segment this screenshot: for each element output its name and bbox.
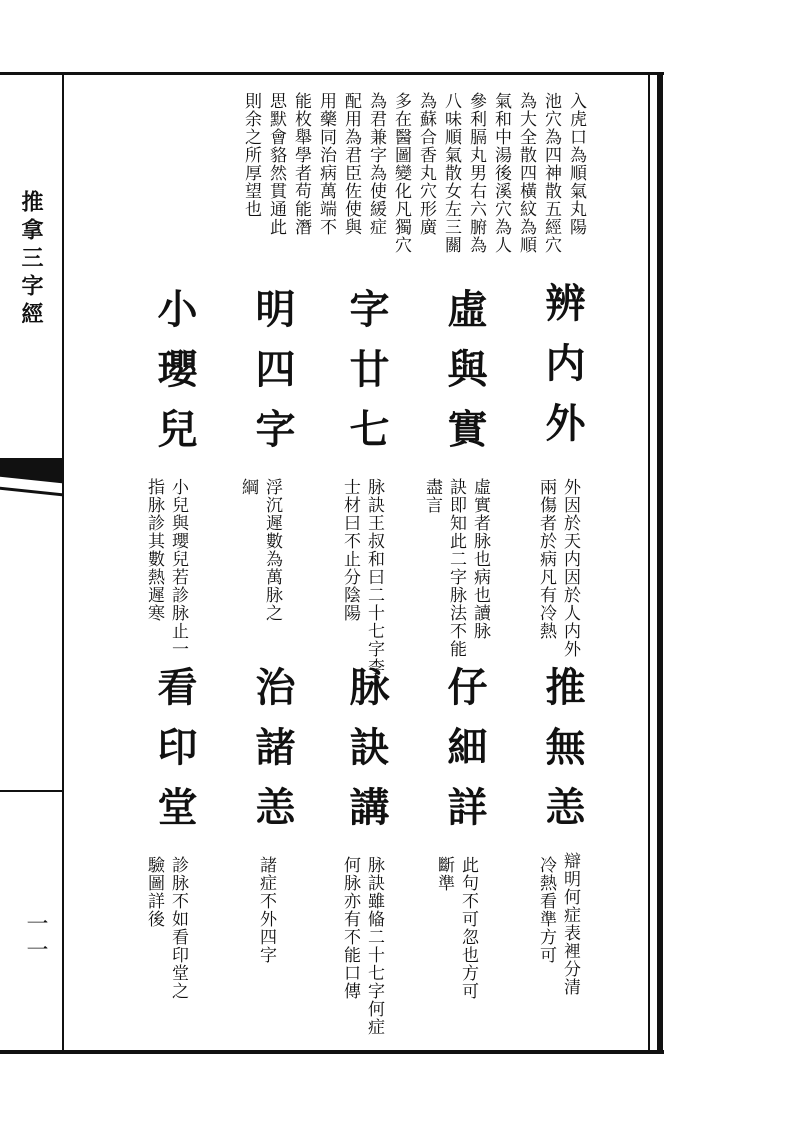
verse-annotation: 脉訣雖偹二十七字何症 bbox=[364, 856, 384, 1036]
right-border-thin bbox=[648, 72, 650, 1052]
right-border-thick bbox=[657, 72, 663, 1054]
verse-large-text: 治諸恙 bbox=[249, 666, 296, 846]
verse-annotation: 士材曰不止分陰陽 bbox=[340, 478, 360, 622]
verse-large-text: 仔細詳 bbox=[441, 666, 488, 846]
verse-annotation: 諸症不外四字 bbox=[256, 856, 276, 964]
intro-column: 能枚舉學者苟能潛 bbox=[291, 92, 311, 236]
bottom-border-line bbox=[0, 1050, 664, 1054]
verse-large-text: 虛與實 bbox=[441, 288, 488, 468]
margin-tick-line bbox=[0, 790, 62, 792]
verse-large-text: 明四字 bbox=[249, 288, 296, 468]
verse-large-text: 辨内外 bbox=[539, 282, 586, 462]
intro-column: 參利膈丸男右六腑為 bbox=[466, 92, 486, 254]
intro-column: 思默會貉然貫通此 bbox=[266, 92, 286, 236]
verse-annotation: 何脉亦有不能口傳 bbox=[340, 856, 360, 1000]
margin-book-title: 推拿三字經 bbox=[18, 190, 44, 330]
margin-page-number: 一一 bbox=[23, 912, 48, 964]
intro-column: 氣和中湯後溪穴為人 bbox=[491, 92, 511, 254]
verse-annotation: 驗圖詳後 bbox=[144, 856, 164, 928]
verse-large-text: 字廿七 bbox=[343, 288, 390, 468]
verse-annotation: 綱 bbox=[238, 478, 258, 496]
margin-divider-left bbox=[62, 72, 64, 1054]
intro-column: 為君兼字為使緩症 bbox=[366, 92, 386, 236]
verse-annotation: 盡言 bbox=[422, 478, 442, 514]
intro-column: 多在醫圖變化凡獨穴 bbox=[391, 92, 411, 254]
verse-large-text: 看印堂 bbox=[151, 666, 198, 846]
intro-column: 八味順氣散女左三關 bbox=[441, 92, 461, 254]
verse-large-text: 小瓔兒 bbox=[151, 288, 198, 468]
verse-large-text: 脉訣講 bbox=[343, 666, 390, 846]
intro-column: 為大全散四橫紋為順 bbox=[516, 92, 536, 254]
verse-annotation: 浮沉遲數為萬脉之 bbox=[262, 478, 282, 622]
verse-annotation: 脉訣王叔和曰二十七字李 bbox=[364, 478, 384, 676]
verse-annotation: 此句不可忽也方可 bbox=[458, 856, 478, 1000]
verse-annotation: 辯明何症表裡分清 bbox=[560, 852, 580, 996]
intro-column: 入虎口為順氣丸陽 bbox=[566, 92, 586, 236]
intro-column: 用藥同治病萬端不 bbox=[316, 92, 336, 236]
verse-annotation: 指脉診其數熱遲寒 bbox=[144, 478, 164, 622]
intro-column: 配用為君臣佐使與 bbox=[341, 92, 361, 236]
verse-annotation: 小兒與瓔兒若診脉止一 bbox=[168, 478, 188, 658]
verse-annotation: 冷熱看準方可 bbox=[536, 856, 556, 964]
verse-annotation: 虛實者脉也病也讀脉 bbox=[470, 478, 490, 640]
verse-annotation: 外因於天内因於人内外 bbox=[560, 478, 580, 658]
verse-large-text: 推無恙 bbox=[539, 666, 586, 846]
verse-annotation: 診脉不如看印堂之 bbox=[168, 856, 188, 1000]
intro-column: 則余之所厚望也 bbox=[241, 92, 261, 218]
top-border-line bbox=[0, 72, 664, 75]
verse-annotation: 訣即知此二字脉法不能 bbox=[446, 478, 466, 658]
intro-column: 池穴為四神散五經穴 bbox=[541, 92, 561, 254]
intro-column: 為蘇合香丸穴形廣 bbox=[416, 92, 436, 236]
verse-annotation: 兩傷者於病凡有冷熱 bbox=[536, 478, 556, 640]
verse-annotation: 斷準 bbox=[434, 856, 454, 892]
